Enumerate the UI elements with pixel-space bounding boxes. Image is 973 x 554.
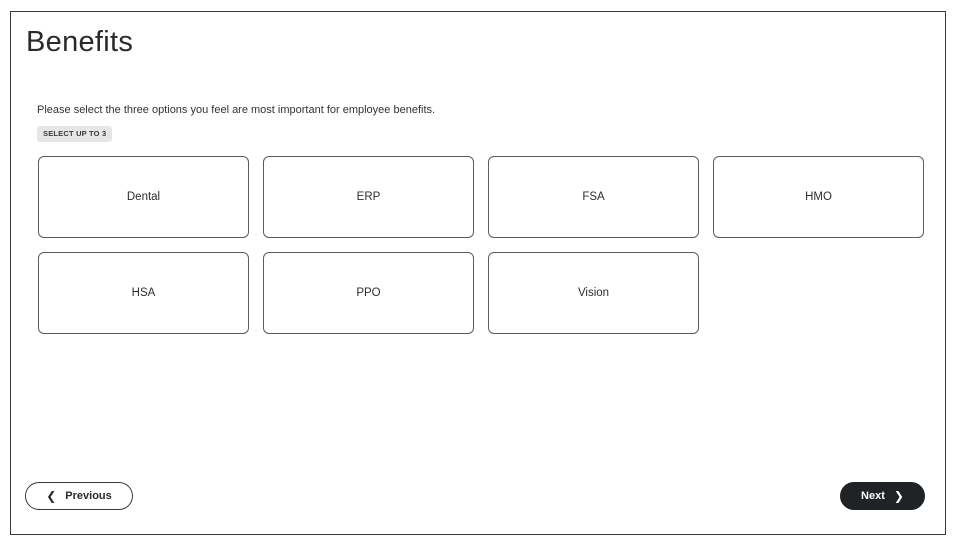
previous-button[interactable] xyxy=(25,482,133,510)
chevron-left-icon: ❮ xyxy=(46,489,57,503)
option-hsa[interactable]: HSA xyxy=(38,252,249,334)
selection-limit-badge: SELECT UP TO 3 xyxy=(37,126,112,142)
next-button-label: Next xyxy=(861,490,885,502)
previous-button-label: Previous xyxy=(65,490,112,502)
option-hmo[interactable]: HMO xyxy=(713,156,924,238)
option-fsa[interactable]: FSA xyxy=(488,156,699,238)
page-title: Benefits xyxy=(26,26,134,58)
chevron-right-icon: ❯ xyxy=(893,489,904,503)
option-vision[interactable]: Vision xyxy=(488,252,699,334)
next-button[interactable] xyxy=(840,482,925,510)
option-erp[interactable]: ERP xyxy=(263,156,474,238)
option-ppo[interactable]: PPO xyxy=(263,252,474,334)
question-instruction: Please select the three options you feel are most important for employee benefits. xyxy=(37,104,436,116)
survey-panel xyxy=(10,11,946,535)
option-dental[interactable]: Dental xyxy=(38,156,249,238)
benefit-options-grid xyxy=(38,156,924,334)
